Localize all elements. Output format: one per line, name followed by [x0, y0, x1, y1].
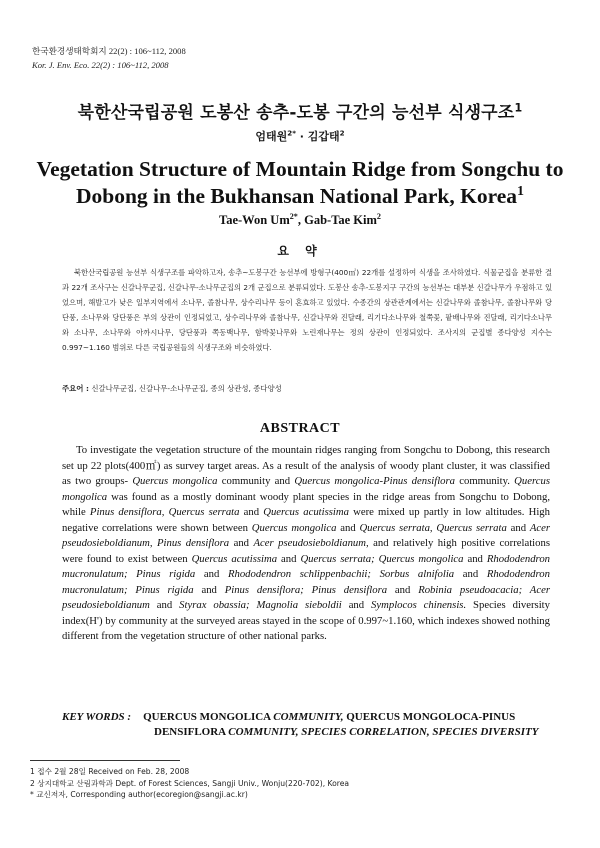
- abstract-text-run: Pinus densiflora; Pinus densiflora: [224, 583, 388, 596]
- journal-citation-en: Kor. J. Env. Eco. 22(2) : 106~112, 2008: [32, 60, 169, 70]
- title-korean-footnote-mark: 1: [514, 101, 523, 115]
- abstract-text-run: and relatively high positive correlations were found to exist between: [62, 537, 550, 565]
- title-english-line-2: Dobong in the Bukhansan National Park, Korea: [75, 184, 518, 208]
- keyword-run: DENSIFLORA: [154, 726, 229, 738]
- english-keywords-label: KEY WORDS :: [62, 711, 132, 723]
- english-keywords: [62, 710, 552, 740]
- abstract-text-run: Species diversity index(H') by community at the surveyed areas stayed in the scope of 0.997~1.160, which indexes showed nothing different from the vegetation structure of other national parks.: [62, 599, 550, 642]
- author-separator-en: ,: [297, 213, 305, 227]
- keyword-run: COMMUNITY, SPECIES CORRELATION, SPECIES DIVERSITY: [228, 726, 539, 738]
- author-1-kr: 엄태원: [255, 130, 288, 143]
- abstract-text-run: and: [387, 583, 419, 596]
- footnote-1: 1 접수 2월 28일 Received on Feb. 28, 2008: [30, 767, 190, 776]
- authors-english: [0, 213, 600, 228]
- abstract-text-run: and: [463, 552, 487, 565]
- abstract-text-run: Styrax obassia; Magnolia sieboldii: [179, 599, 342, 611]
- english-abstract-heading: ABSTRACT: [259, 421, 341, 436]
- abstract-text-run: Quercus mongolica: [251, 521, 337, 534]
- abstract-text-run: Rhododendron mucronulatum; Pinus rigida: [62, 552, 551, 580]
- title-korean-text: 북한산국립공원 도봉산 송추-도봉 구간의 능선부 식생구조: [77, 103, 515, 123]
- abstract-text-run: and: [239, 506, 264, 518]
- author-2-en-mark: 2: [376, 211, 381, 221]
- author-1-kr-mark: 2*: [287, 128, 296, 138]
- abstract-text-run: community and: [217, 475, 295, 487]
- abstract-text-run: Quercus mongolica-Pinus densiflora: [294, 475, 456, 487]
- journal-header: [32, 44, 186, 72]
- title-english-footnote-mark: 1: [517, 183, 525, 199]
- keyword-run: QUERCUS MONGOLICA: [143, 711, 274, 723]
- abstract-text-run: and: [336, 521, 360, 534]
- keyword-run: COMMUNITY,: [273, 711, 344, 723]
- title-english-line-1: Vegetation Structure of Mountain Ridge from Songchu to: [36, 157, 564, 181]
- korean-keywords-list: 신갈나무군집, 신갈나무-소나무군집, 종의 상관성, 종다양성: [91, 384, 282, 393]
- author-2-en: Gab-Tae Kim: [304, 213, 377, 227]
- abstract-text-run: Rhododendron mucronulatum; Pinus rigida: [62, 568, 550, 596]
- keyword-run: QUERCUS MONGOLOCA-PINUS: [343, 711, 516, 723]
- author-2-kr: 김갑태: [307, 130, 340, 143]
- abstract-text-run: Robinia pseudoacacia; Acer pseudosieboldianum: [62, 583, 550, 611]
- korean-abstract-heading: 요 약: [277, 244, 323, 258]
- abstract-text-run: Quercus serrata; Quercus mongolica: [300, 552, 464, 565]
- abstract-text-run: Acer pseudosieboldianum, Pinus densiflora: [62, 521, 551, 549]
- abstract-text-run: and: [195, 568, 228, 580]
- abstract-text-run: community.: [455, 475, 515, 487]
- authors-korean: [0, 128, 600, 144]
- abstract-text-run: and: [229, 537, 254, 549]
- abstract-text-run: was found as a mostly dominant woody plant species in the ridge areas from Songchu to Dobong, while: [62, 490, 550, 518]
- abstract-text-run: Symplocos chinensis.: [371, 599, 467, 611]
- abstract-text-run: Quercus acutissima: [191, 552, 278, 565]
- english-abstract-body: [62, 443, 550, 645]
- footnotes: [30, 766, 349, 801]
- abstract-text-run: Rhododendron schlippenbachii; Sorbus alnifolia: [227, 568, 455, 580]
- abstract-text-run: Quercus mongolica: [62, 475, 550, 503]
- korean-keywords-label: 주요어 :: [62, 384, 89, 393]
- title-english: [0, 156, 600, 210]
- author-separator-kr: ·: [295, 130, 308, 143]
- author-1-en-mark: 2*: [289, 211, 298, 221]
- abstract-text-run: and: [341, 599, 372, 611]
- abstract-text-run: and: [277, 552, 301, 565]
- korean-abstract-body: 북한산국립공원 능선부 식생구조를 파악하고자, 송추~도봉구간 능선부에 방형구(400㎡) 22개를 설정하여 식생을 조사하였다. 식물군집을 분류한 결과 22개 조사구는 신갈나무군집, 신갈나무-소나무군집의 2개 군집으로 분류되었다. 도봉산 송추-도봉지구 구간의 능선부는 대부분 신갈나무가 우점하고 있었으며, 해발고가 낮은 일부지역에서 소나무, 졸참나무, 상수리나무 등이 혼효하고 있었다. 수종간의 상관관계에서는 신갈나무와 졸참나무, 졸참나무와 당단풍, 소나무와 당단풍은 부의 상관이 인정되었고, 상수리나무와 졸참나무, 신갈나무와 진달래, 리기다소나무와 철쭉꽃, 팥배나무와 진달래, 리기다소나무와 소나무, 소나무와 아까시나무, 당단풍과 쪽동백나무, 함박꽃나무와 노린재나무는 정의 상관이 인정되었다. 조사지의 군집별 종다양성 지수는 0.997~1.160 범위로 다른 국립공원들의 식생구조와 비슷하였다.: [62, 268, 552, 352]
- abstract-text-run: were mixed up partly in low altitudes. High negative correlations were shown between: [62, 506, 550, 534]
- english-keywords-line-1: [143, 711, 515, 723]
- abstract-text-run: and: [454, 568, 487, 580]
- english-keywords-line-2: [62, 725, 552, 740]
- journal-citation-kr: 한국환경생태학회지 22(2) : 106~112, 2008: [32, 46, 186, 56]
- korean-keywords: [62, 383, 562, 394]
- footnote-2: 2 상지대학교 산림과학과 Dept. of Forest Sciences, Sangji Univ., Wonju(220-702), Korea: [30, 778, 350, 788]
- abstract-text-run: Acer pseudosieboldianum,: [253, 537, 369, 549]
- abstract-text-run: and: [149, 599, 180, 611]
- footnote-3: * 교신저자, Corresponding author(ecoregion@sangji.ac.kr): [30, 790, 248, 800]
- abstract-text-run: and: [193, 583, 225, 596]
- title-korean: [0, 98, 600, 123]
- author-1-en: Tae-Won Um: [219, 213, 290, 227]
- abstract-text-run: Quercus mongolica: [132, 475, 218, 487]
- author-2-kr-mark: 2: [339, 128, 345, 138]
- abstract-text-run: To investigate the vegetation structure of the mountain ridges ranging from Songchu to Dobong, this research set up 22 plots(400㎡) as survey target areas. As a result of the analysis of woody plant cluster, it was classified as two groups-: [62, 444, 550, 487]
- abstract-text-run: Pinus densiflora, Quercus serrata: [89, 506, 240, 518]
- abstract-text-run: Quercus serrata, Quercus serrata: [359, 521, 507, 534]
- footnote-divider: [30, 760, 180, 761]
- abstract-text-run: and: [506, 521, 530, 534]
- abstract-text-run: Quercus acutissima: [263, 506, 349, 518]
